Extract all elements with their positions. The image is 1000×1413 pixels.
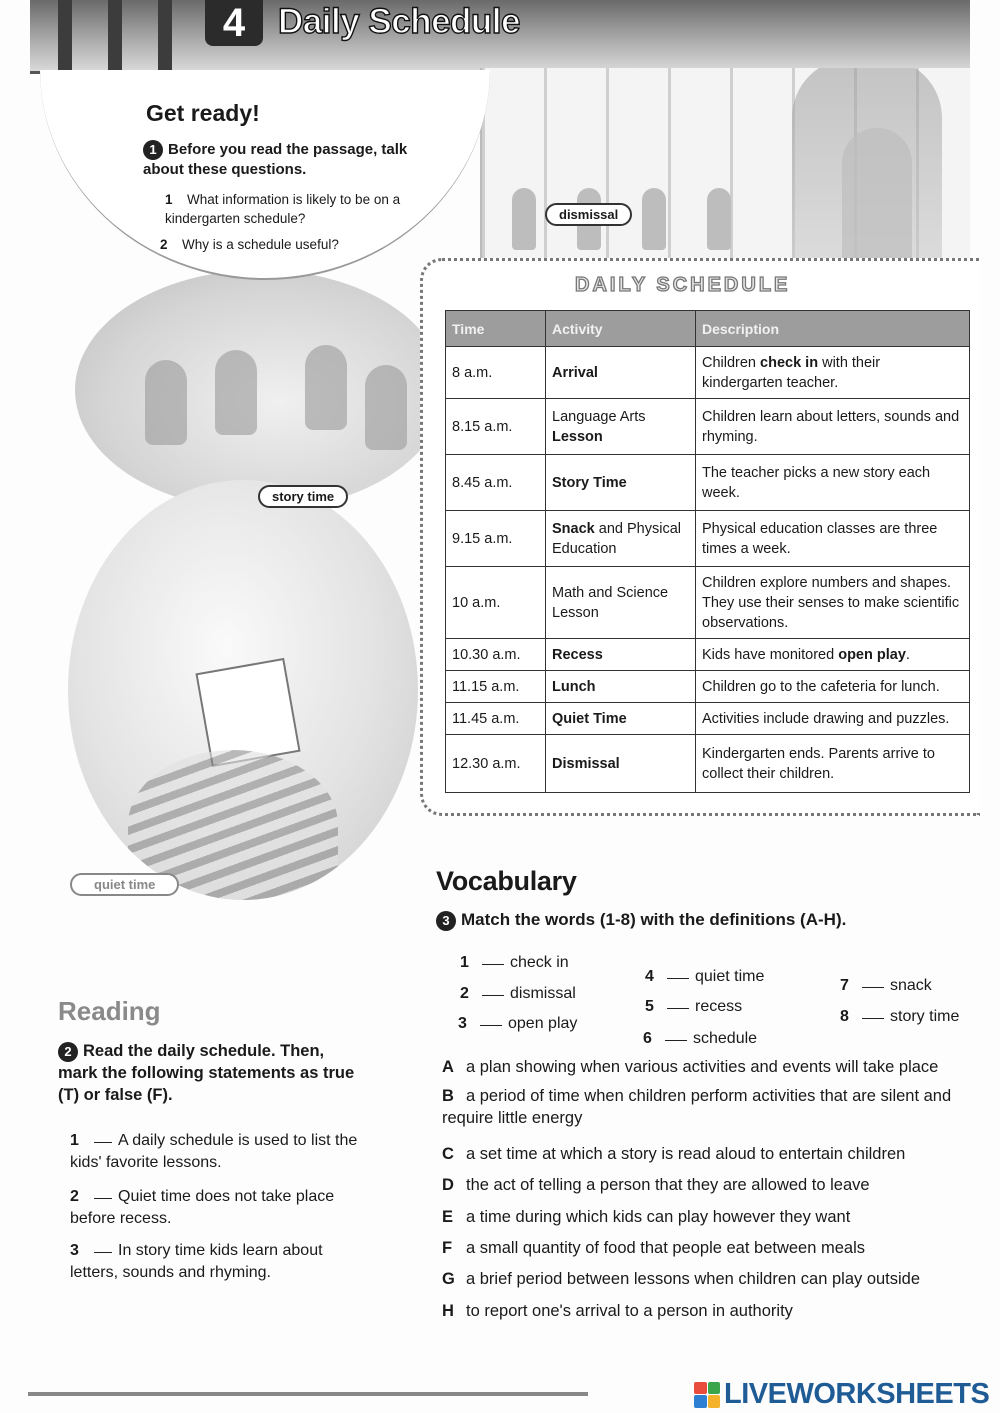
answer-blank[interactable] bbox=[862, 1018, 884, 1019]
definition-letter: H bbox=[442, 1302, 454, 1320]
definition-text: a small quantity of food that people eat between meals bbox=[466, 1239, 866, 1257]
exercise-1-instruction bbox=[143, 140, 443, 180]
child-figure bbox=[842, 128, 912, 278]
vocab-word-item bbox=[645, 998, 742, 1016]
definition-letter: A bbox=[442, 1058, 454, 1076]
vocab-word-item bbox=[643, 1030, 757, 1048]
time-cell: 8 a.m. bbox=[446, 347, 546, 399]
definition-text: a time during which kids can play however they want bbox=[466, 1208, 851, 1226]
description-cell bbox=[696, 347, 970, 399]
photo-label-dismissal: dismissal bbox=[545, 203, 632, 226]
definition-text: a set time at which a story is read aloud to entertain children bbox=[466, 1145, 906, 1163]
logo-square bbox=[708, 1382, 721, 1395]
description-cell: Activities include drawing and puzzles. bbox=[696, 703, 970, 735]
exercise-3-instruction bbox=[436, 910, 846, 931]
child-figure bbox=[215, 350, 257, 435]
statement-number: 1 bbox=[70, 1132, 79, 1149]
answer-blank[interactable] bbox=[480, 1025, 502, 1026]
answer-blank[interactable] bbox=[482, 964, 504, 965]
definition-letter: C bbox=[442, 1145, 454, 1163]
get-ready-question bbox=[160, 235, 420, 254]
activity-cell bbox=[546, 511, 696, 567]
child-figure bbox=[365, 365, 407, 450]
answer-blank[interactable] bbox=[94, 1252, 112, 1253]
page-bottom-rule bbox=[28, 1392, 588, 1396]
answer-blank[interactable] bbox=[862, 987, 884, 988]
vocab-number: 1 bbox=[460, 954, 469, 971]
activity-cell: Math and Science Lesson bbox=[546, 567, 696, 639]
definition-letter: E bbox=[442, 1208, 454, 1226]
story-time-photo bbox=[75, 270, 445, 510]
description-cell: Children explore numbers and shapes. They use their senses to make scientific observations. bbox=[696, 567, 970, 639]
schedule-table bbox=[445, 310, 970, 793]
definition-item bbox=[442, 1237, 972, 1259]
time-cell: 9.15 a.m. bbox=[446, 511, 546, 567]
activity-text: and Physical Education bbox=[552, 520, 681, 557]
vocab-number: 6 bbox=[643, 1030, 652, 1047]
time-cell: 11.45 a.m. bbox=[446, 703, 546, 735]
question-text: Why is a schedule useful? bbox=[182, 237, 339, 252]
logo-square bbox=[708, 1395, 721, 1408]
exercise-number-badge: 3 bbox=[436, 911, 456, 931]
get-ready-question bbox=[165, 190, 415, 228]
column-header-description: Description bbox=[696, 311, 970, 347]
activity-cell: Recess bbox=[546, 639, 696, 671]
definition-text: a brief period between lessons when children can play outside bbox=[466, 1270, 921, 1288]
definition-text: to report one's arrival to a person in authority bbox=[466, 1302, 793, 1320]
statement-number: 3 bbox=[70, 1242, 79, 1259]
photo-label-story-time: story time bbox=[258, 485, 348, 508]
definition-item bbox=[442, 1174, 972, 1196]
reading-heading: Reading bbox=[58, 996, 161, 1026]
table-row bbox=[446, 455, 970, 511]
activity-cell: Lunch bbox=[546, 671, 696, 703]
vocab-number: 3 bbox=[458, 1015, 467, 1032]
answer-blank[interactable] bbox=[665, 1040, 687, 1041]
vocab-word: quiet time bbox=[695, 968, 765, 985]
description-cell: The teacher picks a new story each week. bbox=[696, 455, 970, 511]
coat-hook bbox=[642, 188, 666, 250]
coat-hook bbox=[707, 188, 731, 250]
vocab-word-item bbox=[840, 1008, 959, 1026]
time-cell: 8.45 a.m. bbox=[446, 455, 546, 511]
unit-number: 4 bbox=[205, 0, 263, 46]
exercise-number-badge: 2 bbox=[58, 1042, 78, 1062]
table-row bbox=[446, 639, 970, 671]
statement-text: A daily schedule is used to list the kids' favorite lessons. bbox=[70, 1132, 358, 1171]
definition-item bbox=[442, 1143, 972, 1165]
instruction-text: Match the words (1-8) with the definitions (A-H). bbox=[461, 910, 847, 929]
vocab-word: snack bbox=[890, 977, 932, 994]
activity-keyword: Snack bbox=[552, 520, 595, 537]
vocab-word-item bbox=[840, 977, 932, 995]
column-header-activity: Activity bbox=[546, 311, 696, 347]
table-row bbox=[446, 671, 970, 703]
table-row bbox=[446, 735, 970, 793]
unit-title: Daily Schedule bbox=[278, 2, 520, 41]
activity-text: Language Arts bbox=[552, 408, 646, 425]
child-figure bbox=[305, 345, 347, 430]
description-cell: Children learn about letters, sounds and rhyming. bbox=[696, 399, 970, 455]
question-number: 2 bbox=[160, 237, 168, 252]
answer-blank[interactable] bbox=[667, 1008, 689, 1009]
logo-square bbox=[694, 1382, 707, 1395]
vocab-word: story time bbox=[890, 1008, 960, 1025]
definition-letter: B bbox=[442, 1087, 454, 1105]
definition-item bbox=[442, 1268, 972, 1290]
description-text: Kids have monitored bbox=[702, 646, 839, 663]
column-header-time: Time bbox=[446, 311, 546, 347]
definition-text: a period of time when children perform activities that are silent and require little energy bbox=[442, 1087, 952, 1127]
table-row bbox=[446, 347, 970, 399]
schedule-header-row bbox=[446, 311, 970, 347]
header-stripe bbox=[158, 0, 172, 74]
coat-hook bbox=[512, 188, 536, 250]
activity-cell: Quiet Time bbox=[546, 703, 696, 735]
vocab-number: 8 bbox=[840, 1008, 849, 1025]
vocab-word-item bbox=[460, 985, 576, 1003]
activity-cell: Dismissal bbox=[546, 735, 696, 793]
vocab-number: 7 bbox=[840, 977, 849, 994]
description-text: Children bbox=[702, 354, 761, 371]
description-cell: Children go to the cafeteria for lunch. bbox=[696, 671, 970, 703]
true-false-statement bbox=[70, 1130, 360, 1174]
statement-text: In story time kids learn about letters, sounds and rhyming. bbox=[70, 1242, 323, 1281]
header-stripe bbox=[58, 0, 72, 74]
description-text: with their kindergarten teacher. bbox=[702, 354, 881, 391]
true-false-statement bbox=[70, 1240, 360, 1284]
question-text: What information is likely to be on a kindergarten schedule? bbox=[165, 192, 401, 226]
instruction-text: Read the daily schedule. Then, mark the following statements as true (T) or false (F). bbox=[58, 1042, 355, 1104]
table-row bbox=[446, 399, 970, 455]
definition-letter: F bbox=[442, 1239, 453, 1257]
definition-item bbox=[442, 1056, 972, 1078]
child-figure bbox=[145, 360, 187, 445]
definition-item bbox=[442, 1206, 972, 1228]
brand-text: LIVEWORKSHEETS bbox=[724, 1378, 990, 1410]
schedule-title: DAILY SCHEDULE bbox=[575, 274, 791, 296]
liveworksheets-brand bbox=[694, 1378, 989, 1411]
vocab-word-item bbox=[458, 1015, 577, 1033]
exercise-2-instruction bbox=[58, 1040, 363, 1106]
vocab-number: 2 bbox=[460, 985, 469, 1002]
exercise-number-badge: 1 bbox=[143, 140, 163, 160]
definition-text: the act of telling a person that they are allowed to leave bbox=[466, 1176, 870, 1194]
table-row bbox=[446, 567, 970, 639]
description-keyword: check in bbox=[760, 354, 819, 371]
vocab-number: 5 bbox=[645, 998, 654, 1015]
statement-text: Quiet time does not take place before recess. bbox=[70, 1188, 335, 1227]
time-cell: 10 a.m. bbox=[446, 567, 546, 639]
vocab-word: check in bbox=[510, 954, 569, 971]
answer-blank[interactable] bbox=[94, 1142, 112, 1143]
vocab-number: 4 bbox=[645, 968, 654, 985]
header-stripe bbox=[108, 0, 122, 74]
liveworksheets-logo-icon bbox=[694, 1382, 720, 1408]
time-cell: 10.30 a.m. bbox=[446, 639, 546, 671]
vocab-word-item bbox=[460, 954, 569, 972]
definition-item bbox=[442, 1085, 972, 1129]
vocab-word: recess bbox=[695, 998, 743, 1015]
table-row bbox=[446, 703, 970, 735]
question-number: 1 bbox=[165, 192, 173, 207]
vocabulary-heading: Vocabulary bbox=[436, 866, 577, 896]
answer-blank[interactable] bbox=[94, 1198, 112, 1199]
answer-blank[interactable] bbox=[482, 995, 504, 996]
activity-cell bbox=[546, 399, 696, 455]
vocab-word-item bbox=[645, 968, 764, 986]
description-cell: Physical education classes are three times a week. bbox=[696, 511, 970, 567]
statement-number: 2 bbox=[70, 1188, 79, 1205]
get-ready-title: Get ready! bbox=[146, 100, 260, 126]
time-cell: 12.30 a.m. bbox=[446, 735, 546, 793]
instruction-text: Before you read the passage, talk about these questions. bbox=[143, 141, 408, 179]
activity-cell: Story Time bbox=[546, 455, 696, 511]
vocab-word: schedule bbox=[693, 1030, 758, 1047]
definition-text: a plan showing when various activities and events will take place bbox=[466, 1058, 939, 1076]
definition-letter: D bbox=[442, 1176, 454, 1194]
description-keyword: open play bbox=[838, 646, 906, 663]
quiet-time-photo bbox=[68, 480, 418, 900]
vocab-word: dismissal bbox=[510, 985, 576, 1002]
description-cell: Kindergarten ends. Parents arrive to collect their children. bbox=[696, 735, 970, 793]
description-text: . bbox=[905, 646, 910, 663]
vocab-word: open play bbox=[508, 1015, 578, 1032]
definition-item bbox=[442, 1300, 972, 1322]
definition-letter: G bbox=[442, 1270, 455, 1288]
time-cell: 8.15 a.m. bbox=[446, 399, 546, 455]
cloakroom-photo bbox=[480, 68, 970, 278]
answer-blank[interactable] bbox=[667, 978, 689, 979]
activity-cell: Arrival bbox=[546, 347, 696, 399]
table-row bbox=[446, 511, 970, 567]
time-cell: 11.15 a.m. bbox=[446, 671, 546, 703]
activity-keyword: Lesson bbox=[552, 428, 603, 445]
true-false-statement bbox=[70, 1186, 360, 1230]
logo-square bbox=[694, 1395, 707, 1408]
description-cell bbox=[696, 639, 970, 671]
photo-label-quiet-time: quiet time bbox=[70, 873, 179, 896]
